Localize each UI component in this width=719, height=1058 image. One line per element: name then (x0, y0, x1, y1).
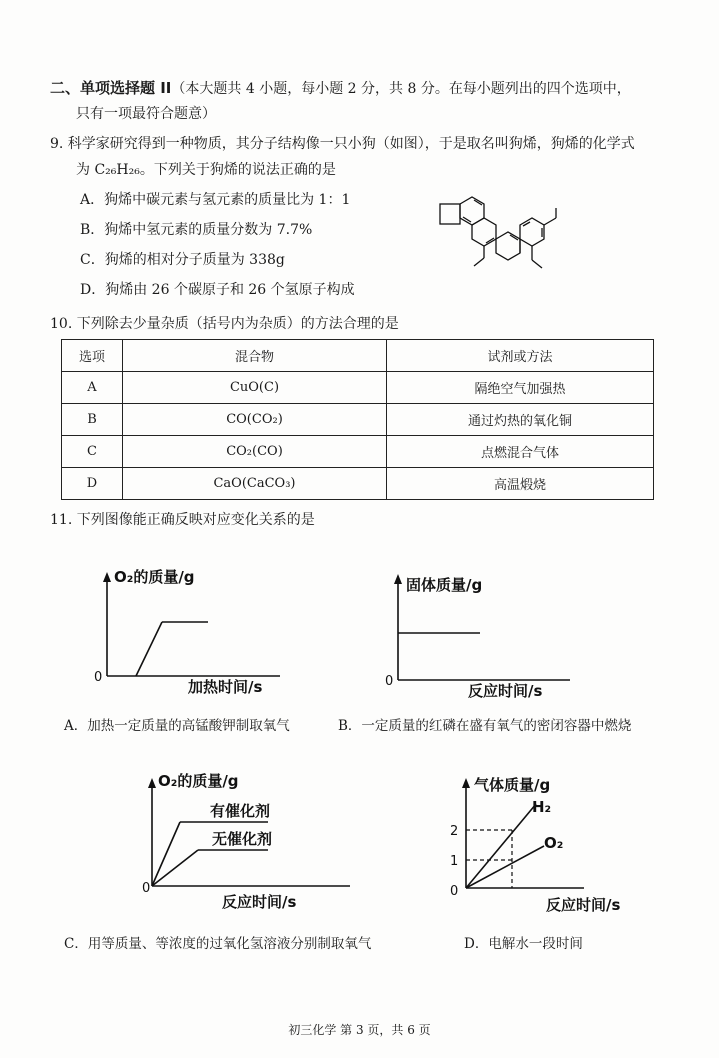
chart-a-ylabel: O₂的质量/g (114, 568, 195, 586)
q9-stem-2: 为 C₂₆H₂₆。下列关于狗烯的说法正确的是 (76, 162, 336, 178)
chart-c-origin: 0 (142, 881, 151, 896)
section-desc-2: 只有一项最符合题意） (76, 106, 216, 122)
section-title: 二、单项选择题 II (50, 79, 172, 97)
table-cell: CO(CO₂) (123, 404, 387, 436)
chart-d-o2-label: O₂ (544, 834, 564, 852)
chart-b-caption: B．一定质量的红磷在盛有氧气的密闭容器中燃烧 (338, 718, 632, 734)
chart-d-tick-2: 2 (450, 824, 459, 839)
chart-c-ylabel: O₂的质量/g (158, 772, 239, 790)
chart-a-xlabel: 加热时间/s (188, 678, 263, 696)
chart-d-tick-1: 1 (450, 854, 459, 869)
q9-option-a: A．狗烯中碳元素与氢元素的质量比为 1：1 (80, 192, 351, 208)
chart-a-rise-line (136, 622, 162, 676)
chart-b-origin: 0 (385, 674, 394, 689)
q9-option-c: C．狗烯的相对分子质量为 338g (80, 252, 285, 268)
chart-b-y-arrow (394, 574, 402, 584)
table-cell: 点燃混合气体 (387, 436, 654, 468)
page-footer: 初三化学 第 3 页，共 6 页 (288, 1023, 431, 1037)
chart-c-series2-label: 无催化剂 (212, 830, 273, 848)
table-row (62, 436, 654, 468)
q9-option-d: D．狗烯由 26 个碳原子和 26 个氢原子构成 (80, 282, 355, 298)
table-cell: B (62, 404, 123, 436)
table-cell: A (62, 372, 123, 404)
chart-c-series1-label: 有催化剂 (210, 802, 271, 820)
chart-a (90, 560, 290, 700)
chart-a-origin: 0 (94, 670, 103, 685)
chart-d-ylabel: 气体质量/g (474, 776, 551, 794)
table-cell: 隔绝空气加强热 (387, 372, 654, 404)
section-header (50, 78, 631, 99)
table-cell: CaO(CaCO₃) (123, 468, 387, 500)
table-header: 混合物 (123, 340, 387, 372)
table-header-row (62, 340, 654, 372)
table-cell: C (62, 436, 123, 468)
q10-stem: 10. 下列除去少量杂质（括号内为杂质）的方法合理的是 (50, 316, 399, 332)
q10-table (61, 339, 654, 500)
table-header: 选项 (62, 340, 123, 372)
chart-d-h2-label: H₂ (532, 798, 552, 816)
table-cell: CuO(C) (123, 372, 387, 404)
table-row (62, 468, 654, 500)
chart-d-caption: D．电解水一段时间 (464, 936, 583, 952)
chart-d-o2-line (466, 846, 544, 888)
table-cell: D (62, 468, 123, 500)
chart-d (448, 768, 628, 918)
chart-c-y-arrow (148, 778, 156, 788)
chart-c-caption: C．用等质量、等浓度的过氧化氢溶液分别制取氧气 (64, 936, 372, 952)
chart-c-xlabel: 反应时间/s (222, 893, 297, 911)
chart-b-ylabel: 固体质量/g (406, 576, 483, 594)
table-row (62, 372, 654, 404)
chart-d-origin: 0 (450, 884, 459, 899)
chart-b-xlabel: 反应时间/s (468, 682, 543, 700)
chart-a-caption: A．加热一定质量的高锰酸钾制取氧气 (64, 718, 290, 734)
table-cell: 高温煅烧 (387, 468, 654, 500)
chart-d-y-arrow (462, 778, 470, 788)
dogene-structure-diagram (430, 188, 580, 288)
q9-stem-1: 9. 科学家研究得到一种物质，其分子结构像一只小狗（如图），于是取名叫狗烯，狗烯的化学式 (50, 136, 635, 152)
table-row (62, 404, 654, 436)
table-cell: CO₂(CO) (123, 436, 387, 468)
chart-b (380, 568, 580, 703)
chart-d-xlabel: 反应时间/s (546, 896, 621, 914)
table-cell: 通过灼热的氧化铜 (387, 404, 654, 436)
chart-c-series1-rise (152, 822, 180, 886)
chart-c (140, 762, 360, 912)
q9-option-b: B．狗烯中氢元素的质量分数为 7.7% (80, 222, 313, 238)
table-header: 试剂或方法 (387, 340, 654, 372)
q11-stem: 11. 下列图像能正确反映对应变化关系的是 (50, 512, 315, 528)
chart-c-series2-rise (152, 850, 198, 886)
chart-d-h2-line (466, 804, 536, 888)
section-desc-1: （本大题共 4 小题，每小题 2 分，共 8 分。在每小题列出的四个选项中， (171, 81, 631, 97)
chart-a-y-arrow (103, 572, 111, 582)
